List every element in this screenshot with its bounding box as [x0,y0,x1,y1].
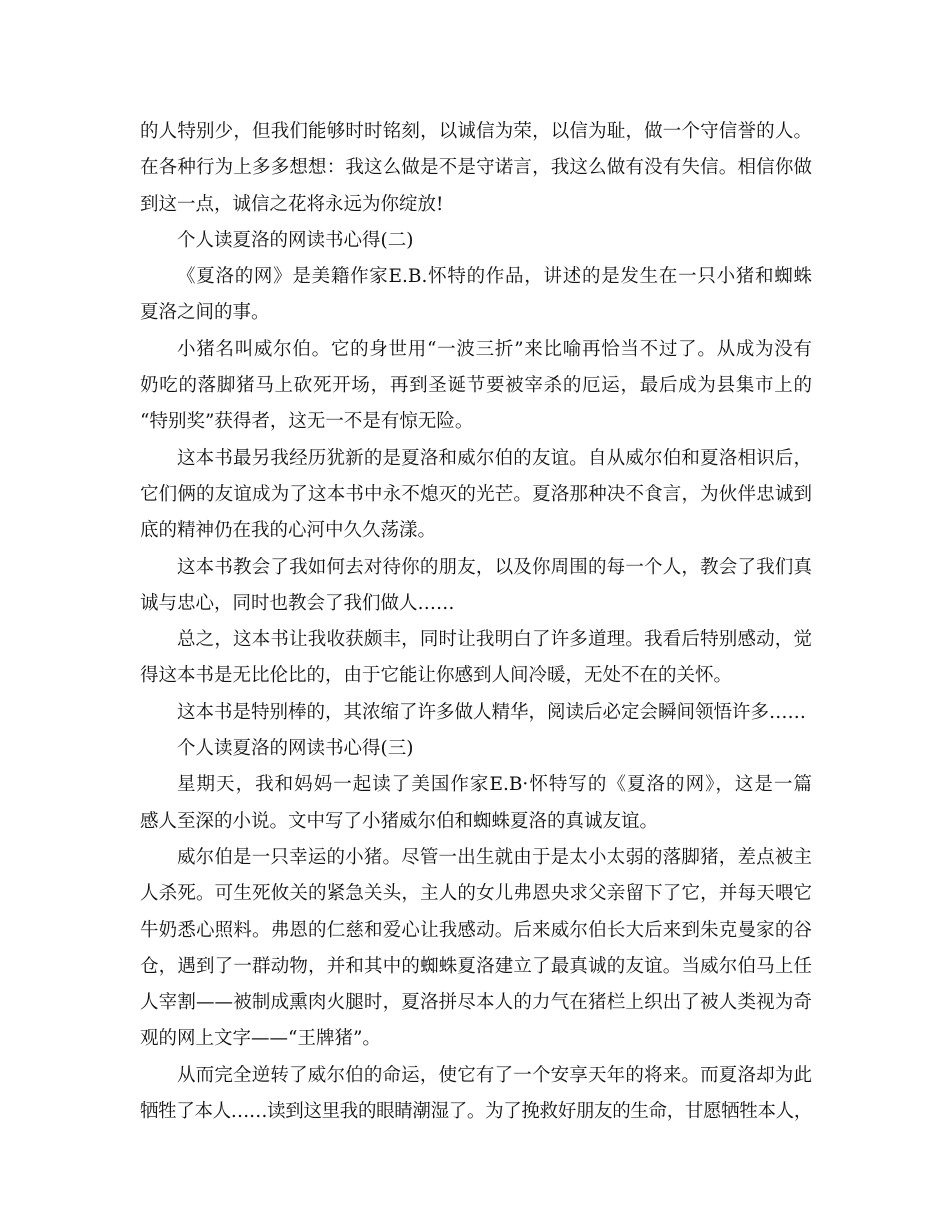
text-line: 夏洛之间的事。 [140,302,270,324]
text-line: 星期天，我和妈妈一起读了美国作家E.B·怀特写的《夏洛的网》，这是一篇 [177,774,812,796]
document-body [140,114,812,1130]
text-line: 这本书教会了我如何去对待你的朋友，以及你周围的每一个人，教会了我们真 [177,556,812,578]
text-line: 个人读夏洛的网读书心得(二) [177,229,414,251]
text-line: 人宰割——被制成熏肉火腿时，夏洛拼尽本人的力气在猪栏上织出了被人类视为奇 [140,992,812,1014]
text-line: 观的网上文字——“王牌猪”。 [140,1028,381,1050]
text-line: 从而完全逆转了威尔伯的命运，使它有了一个安享天年的将来。而夏洛却为此 [177,1064,812,1086]
text-line: 个人读夏洛的网读书心得(三) [177,738,414,760]
text-line: 它们俩的友谊成为了这本书中永不熄灭的光芒。夏洛那种决不食言，为伙伴忠诚到 [140,483,812,505]
text-line: 奶吃的落脚猪马上砍死开场，再到圣诞节要被宰杀的厄运，最后成为县集市上的 [140,375,812,397]
text-line: 到这一点，诚信之花将永远为你绽放! [140,193,444,215]
text-line: 牺牲了本人……读到这里我的眼睛潮湿了。为了挽救好朋友的生命，甘愿牺牲本人， [140,1101,812,1123]
text-line: 在各种行为上多多想想：我这么做是不是守诺言，我这么做有没有失信。相信你做 [140,157,812,179]
text-line: 这本书最另我经历犹新的是夏洛和威尔伯的友谊。自从威尔伯和夏洛相识后， [177,447,812,469]
text-line: 人杀死。可生死攸关的紧急关头，主人的女儿弗恩央求父亲留下了它，并每天喂它 [140,883,812,905]
text-line: 得这本书是无比伦比的，由于它能让你感到人间冷暖，无处不在的关怀。 [140,665,733,687]
text-line: 的人特别少，但我们能够时时铭刻，以诚信为荣，以信为耻，做一个守信誉的人。 [140,121,812,142]
text-line: 总之，这本书让我收获颇丰，同时让我明白了许多道理。我看后特别感动，觉 [177,629,812,651]
text-line: 小猪名叫威尔伯。它的身世用“一波三折”来比喻再恰当不过了。从成为没有 [177,338,812,360]
text-line: 诚与忠心，同时也教会了我们做人…… [140,592,455,614]
text-line: 这本书是特别棒的，其浓缩了许多做人精华，阅读后必定会瞬间领悟许多…… [177,701,807,723]
text-line: 《夏洛的网》是美籍作家E.B.怀特的作品，讲述的是发生在一只小猪和蜘蛛 [177,266,812,288]
text-line: “特别奖”获得者，这无一不是有惊无险。 [140,411,474,433]
text-line: 仓，遇到了一群动物，并和其中的蜘蛛夏洛建立了最真诚的友谊。当威尔伯马上任 [140,955,812,977]
text-line: 牛奶悉心照料。弗恩的仁慈和爱心让我感动。后来威尔伯长大后来到朱克曼家的谷 [140,919,812,941]
text-line: 感人至深的小说。文中写了小猪威尔伯和蜘蛛夏洛的真诚友谊。 [140,810,659,832]
text-line: 底的精神仍在我的心河中久久荡漾。 [140,520,437,542]
text-line: 威尔伯是一只幸运的小猪。尽管一出生就由于是太小太弱的落脚猪，差点被主 [177,846,812,868]
